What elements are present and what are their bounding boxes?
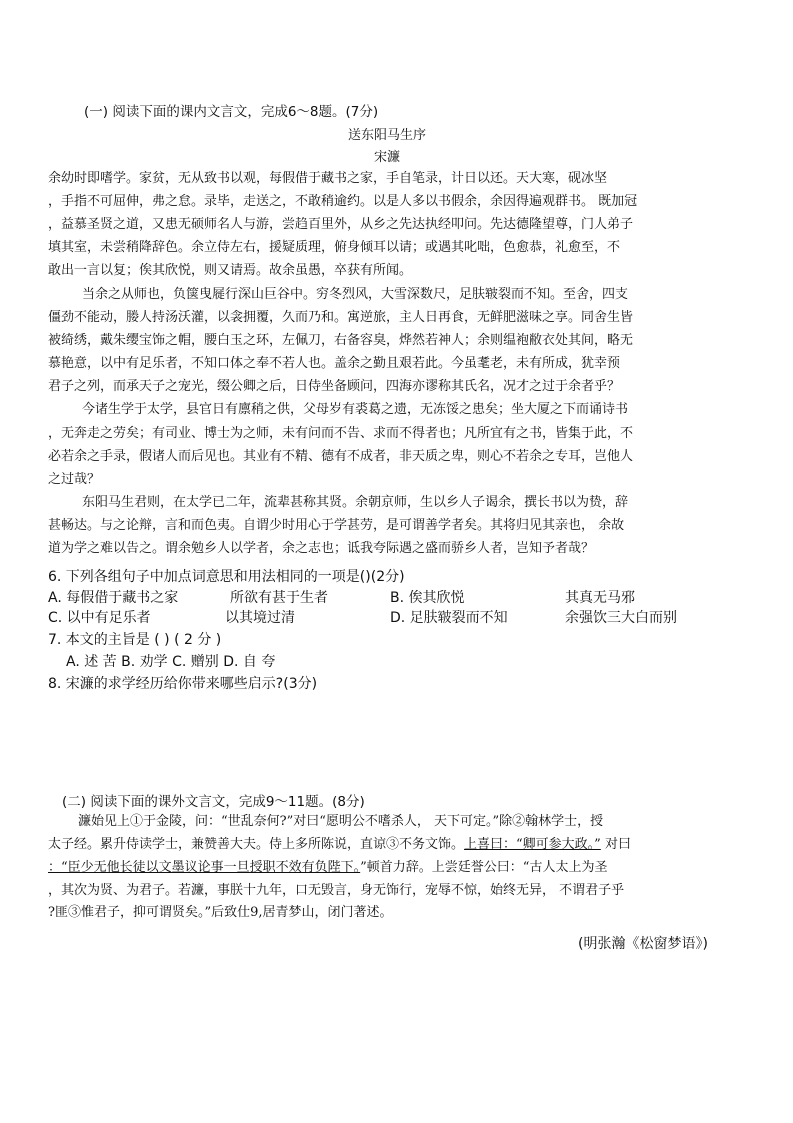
q6-option-a-pair: 所欲有甚于生者 xyxy=(230,590,328,606)
passage2-text: ”顿首力辞。上尝廷誉公曰：“古人太上为圣 xyxy=(360,860,608,875)
passage2-line: ?匪③惟君子，抑可谓贤矣。”后致仕9,居青梦山，闭门著述。 xyxy=(48,905,393,920)
passage-line: ，益慕圣贤之道，又患无硕师名人与游，尝趋百里外，从乡之先达执经叩问。先达德隆望尊，门人弟子 xyxy=(48,217,634,232)
passage2-text: 太子经。累升侍读学士，兼赞善大夫。侍上多所陈说，直谅③不务文饰。 xyxy=(48,837,465,852)
q6-option-d: D. 足肤皲裂而不知 xyxy=(390,610,508,626)
passage-title: 送东阳马生序 xyxy=(348,128,427,143)
passage-line: 慕艳意，以中有足乐者，不知口体之奉不若人也。盖余之勤且艰若此。今虽耄老，未有所成，犹幸预 xyxy=(48,356,621,371)
section1-heading: (一) 阅读下面的课内文言文，完成6～8题。(7分) xyxy=(84,104,379,120)
question-6: 6. 下列各组句子中加点词意思和用法相同的一项是()(2分) xyxy=(48,569,405,585)
passage-line: ，无奔走之劳矣；有司业、博士为之师，未有问而不告、求而不得者也；凡所宜有之书，皆集于此，不 xyxy=(48,426,634,441)
passage-author: 宋濂 xyxy=(374,150,401,165)
passage-line: 填其室，未尝稍降辞色。余立侍左右，援疑质理，俯身倾耳以请；或遇其叱咄，色愈恭，礼愈至，不 xyxy=(48,240,621,255)
passage2-line: ，其次为贤、为君子。若濂，事朕十九年，口无毁言，身无饰行，宠辱不惊，始终无异， 不谓君子乎 xyxy=(48,883,625,898)
q6-option-d-pair: 余强饮三大白而别 xyxy=(565,610,677,626)
q6-option-c-pair: 以其境过清 xyxy=(225,610,295,626)
passage-line: 敢出一言以复；俟其欣悦，则又请焉。故余虽愚，卒获有所闻。 xyxy=(48,263,413,278)
passage-line: 余幼时即嗜学。家贫，无从致书以观，每假借于藏书之家，手自笔录，计日以还。天大寒，砚冰坚 xyxy=(48,171,608,186)
passage-line: 当余之从师也，负箧曳屣行深山巨谷中。穷冬烈风，大雪深数尺，足肤皲裂而不知。至舍，四支 xyxy=(82,287,629,302)
passage-line: 被绮绣，戴朱缨宝饰之帽，腰白玉之环，左佩刀，右备容臭，烨然若神人；余则缊袍敝衣处其间，略无 xyxy=(48,333,634,348)
q7-options: A. 述 苦 B. 劝学 C. 赠别 D. 自 夸 xyxy=(66,654,276,670)
passage-line: 东阳马生君则，在太学已二年，流辈甚称其贤。余朝京师，生以乡人子谒余，撰长书以为贽，辞 xyxy=(82,495,629,510)
q6-option-c: C. 以中有足乐者 xyxy=(48,610,151,626)
passage-line: 必若余之手录，假诸人而后见也。其业有不精、德有不成者，非天质之卑，则心不若余之专耳，岂他人 xyxy=(48,449,634,464)
q6-option-b: B. 俟其欣悦 xyxy=(390,590,465,606)
passage2-text: 对曰 xyxy=(600,837,631,852)
passage2-line xyxy=(48,857,607,879)
underlined-sentence: 上喜曰：“卿可参大政。” xyxy=(464,837,601,852)
passage-line: 道为学之难以告之。谓余勉乡人以学者，余之志也；诋我夸际遇之盛而骄乡人者，岂知予者哉？ xyxy=(48,541,595,556)
passage-line: 今诸生学于太学，县官日有廪稍之供，父母岁有裘葛之遗，无冻馁之患矣；坐大厦之下而诵诗书 xyxy=(82,402,629,417)
q6-option-a: A. 每假借于藏书之家 xyxy=(48,590,179,606)
passage-line: 僵劲不能动，媵人持汤沃灌，以衾拥覆，久而乃和。寓逆旅，主人日再食，无鲜肥滋味之享。同舍生皆 xyxy=(48,310,634,325)
passage-line: 之过哉？ xyxy=(48,472,101,487)
passage-line: 君子之列，而承天子之宠光，缀公卿之后，日侍坐备顾问，四海亦谬称其氏名，况才之过于余者乎？ xyxy=(48,379,621,394)
q6-option-b-pair: 其真无马邪 xyxy=(565,590,635,606)
question-7: 7. 本文的主旨是 ( ) ( 2 分 ) xyxy=(48,632,222,648)
passage2-line: 濂始见上①于金陵，问：“世乱奈何?”对曰“愿明公不嗜杀人， 天下可定。”除②翰林学士，授 xyxy=(78,814,604,829)
question-8: 8. 宋濂的求学经历给你带来哪些启示?(3分) xyxy=(48,676,318,692)
section2-heading: (二) 阅读下面的课外文言文，完成9～11题。(8分) xyxy=(62,794,365,810)
underlined-sentence: ：“臣少无他长徒以文墨议论事一旦授职不效有负陛下。 xyxy=(48,860,361,875)
passage-line: ，手指不可屈伸，弗之怠。录毕，走送之，不敢稍逾约。以是人多以书假余，余因得遍观群书。 既加冠 xyxy=(48,194,638,209)
passage-line: 甚畅达。与之论辩，言和而色夷。自谓少时用心于学甚劳，是可谓善学者矣。其将归见其亲也， 余故 xyxy=(48,518,625,533)
passage2-line xyxy=(48,834,631,856)
source-citation: (明张瀚《松窗梦语》) xyxy=(578,936,708,952)
